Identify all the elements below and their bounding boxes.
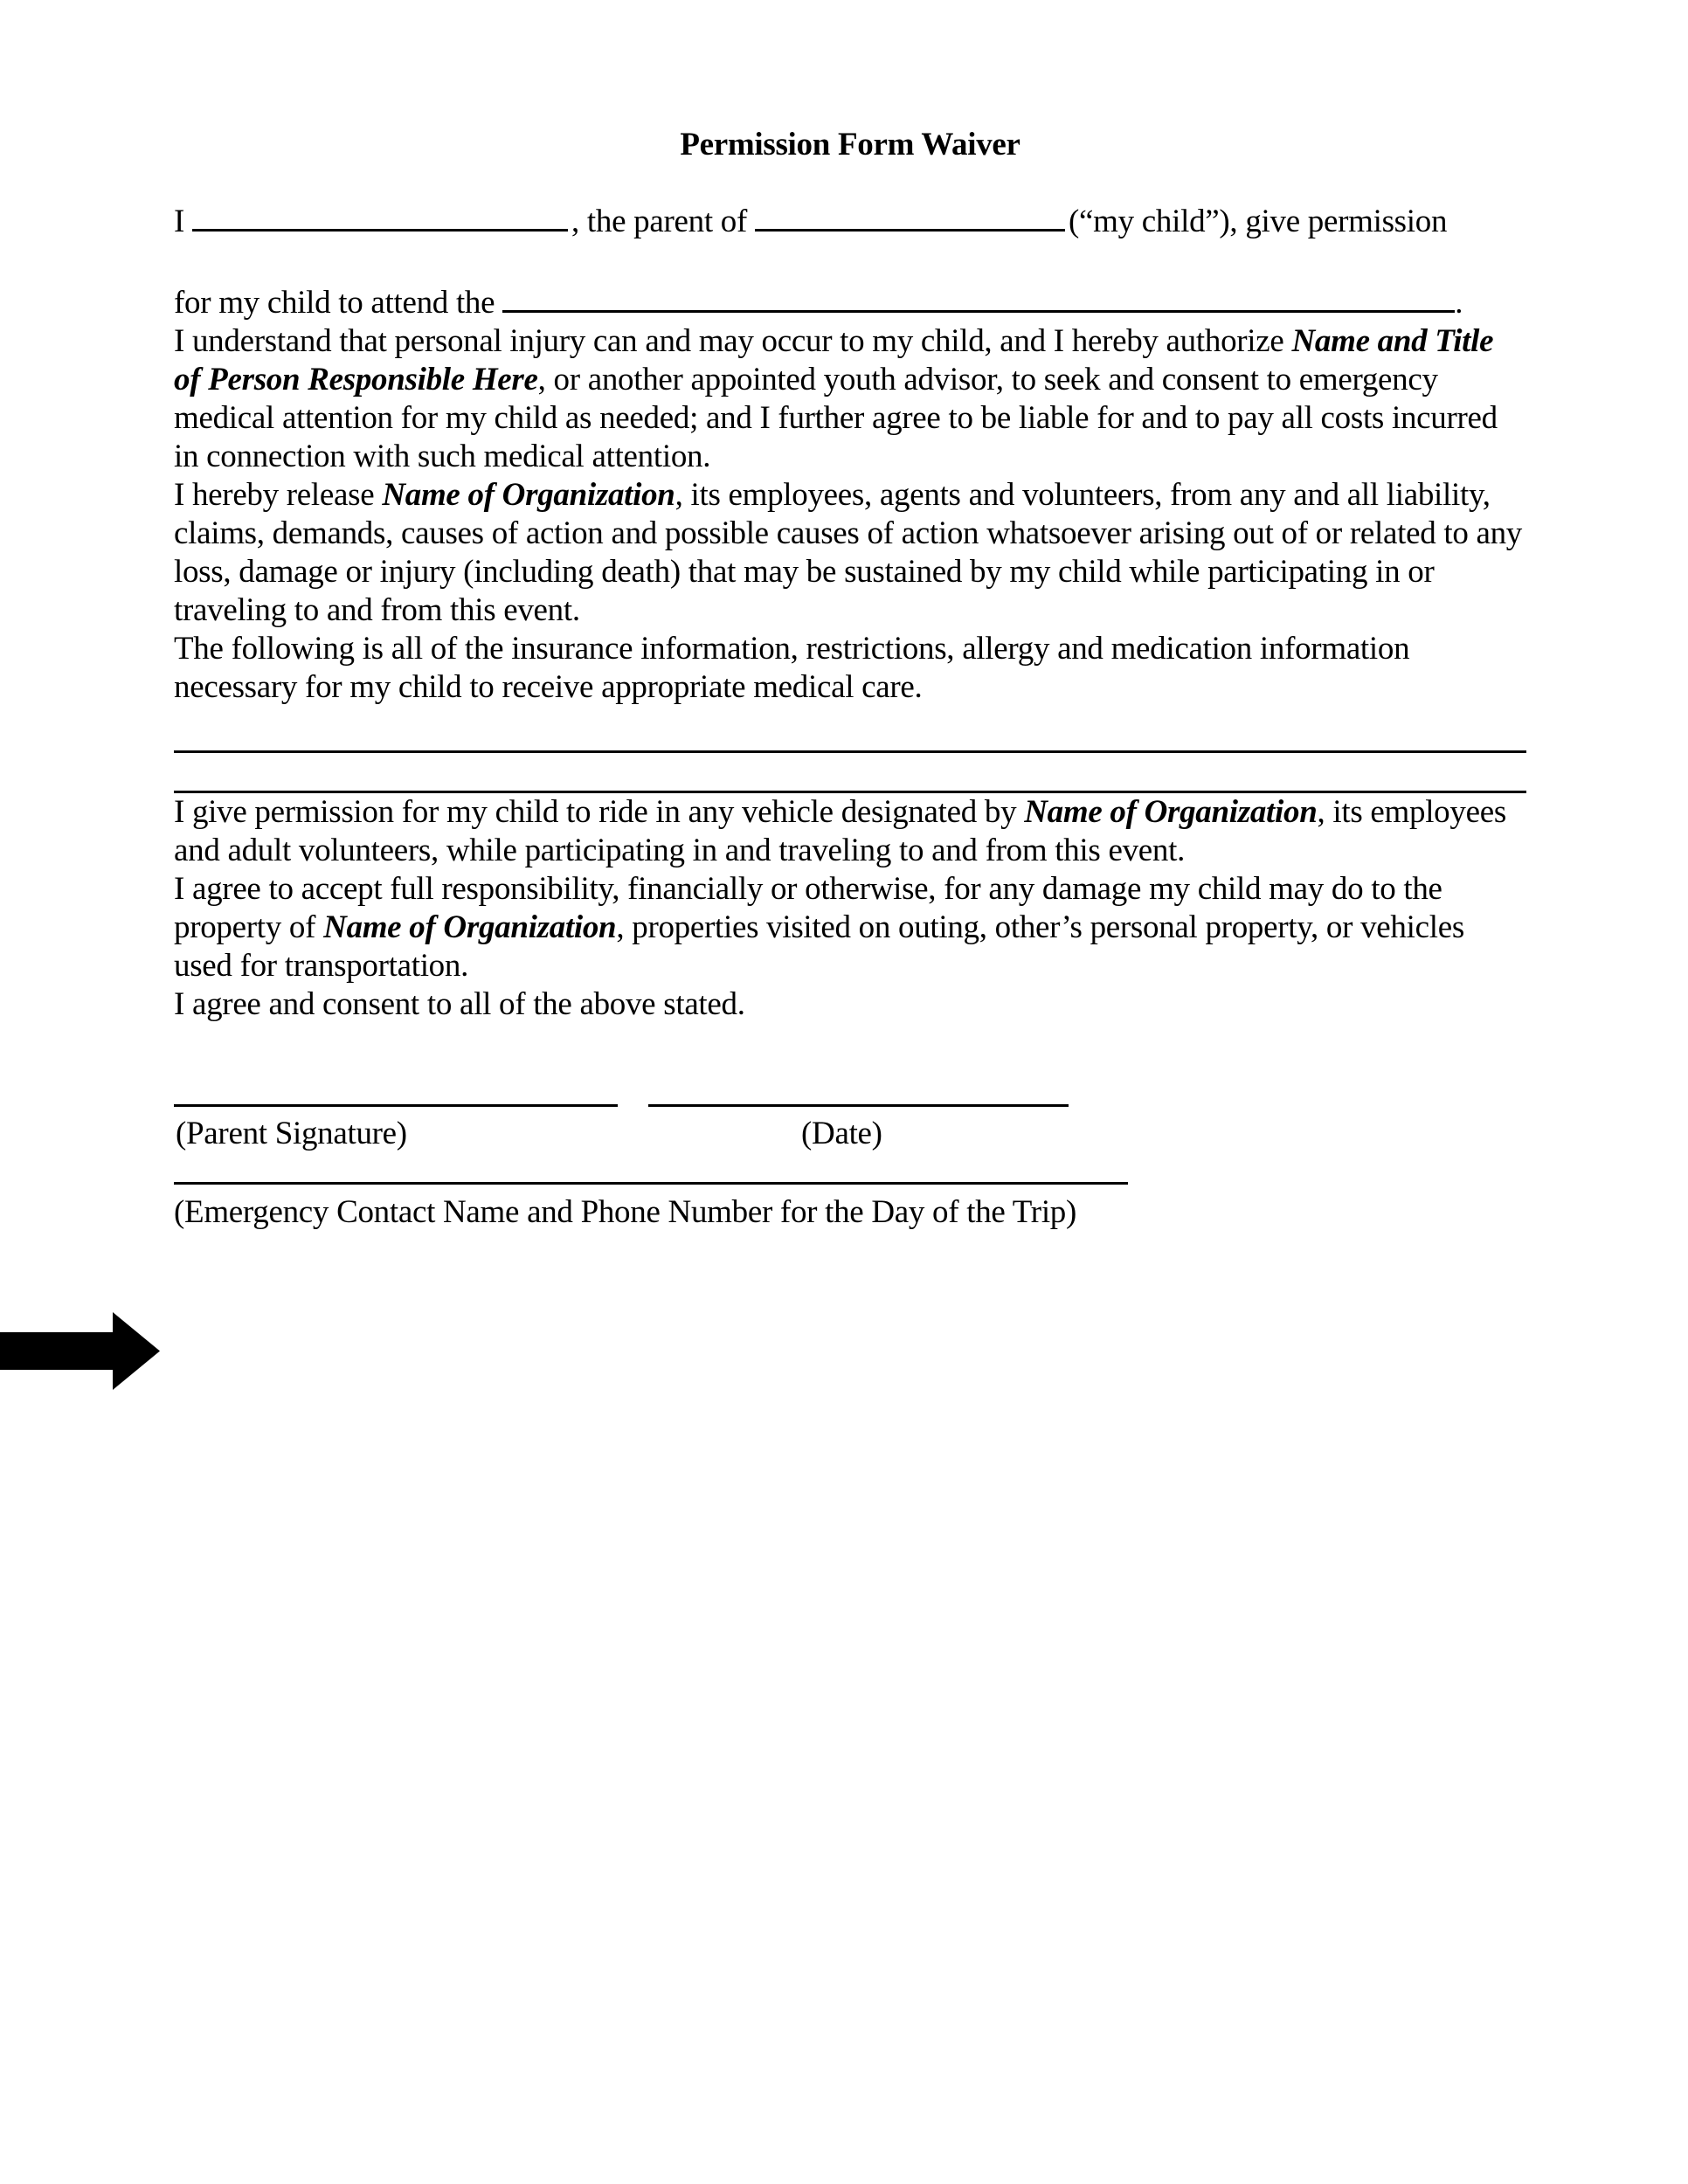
intro-line-1 <box>174 200 1526 241</box>
text-run: I hereby release <box>174 477 383 513</box>
text-run: , its employees and adult volunteers, while participating in and traveling to and from this event. <box>174 794 1506 868</box>
text-run: , properties visited on outing, other’s personal property, or vehicles used for transportation. <box>174 909 1464 984</box>
placeholder-organization-name: Name of Organization <box>382 477 675 513</box>
placeholder-person-responsible: Name and Title of Person Responsible Here <box>174 323 1494 397</box>
paragraph-vehicle-permission <box>174 793 1526 870</box>
signature-row <box>174 1104 1526 1107</box>
intro-line2-pre: for my child to attend the <box>174 285 495 321</box>
child-name-blank[interactable] <box>755 200 1065 232</box>
intro-line1-mid: , the parent of <box>571 204 748 239</box>
intro-line-2 <box>174 281 1526 322</box>
paragraph-consent-statement: I agree and consent to all of the above stated. <box>174 986 745 1022</box>
emergency-contact-label: (Emergency Contact Name and Phone Number for the Day of the Trip) <box>174 1194 1077 1230</box>
text-run: , or another appointed youth advisor, to seek and consent to emergency medical attention for my child as needed; and I further agree to be liable for and to pay all costs incurred in connection with such medical attention. <box>174 362 1498 474</box>
text-run: I give permission for my child to ride in any vehicle designated by <box>174 794 1025 830</box>
signature-labels-row <box>174 1115 1526 1153</box>
insurance-info-line-2[interactable] <box>174 756 1526 793</box>
paragraph-insurance-info: The following is all of the insurance information, restrictions, allergy and medication information necessary for my child to receive appropriate medical care. <box>174 631 1410 705</box>
placeholder-organization-name: Name of Organization <box>323 909 617 945</box>
parent-signature-label: (Parent Signature) <box>176 1116 407 1151</box>
parent-name-blank[interactable] <box>192 200 568 232</box>
date-line[interactable] <box>648 1104 1069 1107</box>
paragraph-damage-responsibility <box>174 870 1526 985</box>
event-name-blank[interactable] <box>502 281 1455 313</box>
paragraph-liability-release <box>174 476 1526 630</box>
arrow-right-icon <box>0 1312 160 1390</box>
placeholder-organization-name: Name of Organization <box>1024 794 1318 830</box>
document-content <box>174 126 1526 1232</box>
emergency-contact-line[interactable] <box>174 1182 1128 1185</box>
text-run: I agree to accept full responsibility, financially or otherwise, for any damage my child may do to the property of <box>174 871 1442 945</box>
intro-line1-pre: I <box>174 204 185 239</box>
parent-signature-line[interactable] <box>174 1104 618 1107</box>
intro-line2-post: . <box>1455 285 1463 321</box>
intro-line1-post: (“my child”), give permission <box>1069 204 1448 239</box>
text-run: , its employees, agents and volunteers, from any and all liability, claims, demands, causes of action and possible causes of action whatsoever arising out of or related to any loss, damage or injury (including death) that may be sustained by my child while participating in or traveling to and from this event. <box>174 477 1523 628</box>
page-title: Permission Form Waiver <box>680 127 1020 162</box>
insurance-info-line-1[interactable] <box>174 715 1526 753</box>
text-run: I understand that personal injury can and may occur to my child, and I hereby authorize <box>174 323 1292 359</box>
paragraph-medical-authorization <box>174 322 1526 476</box>
date-label: (Date) <box>801 1116 882 1151</box>
